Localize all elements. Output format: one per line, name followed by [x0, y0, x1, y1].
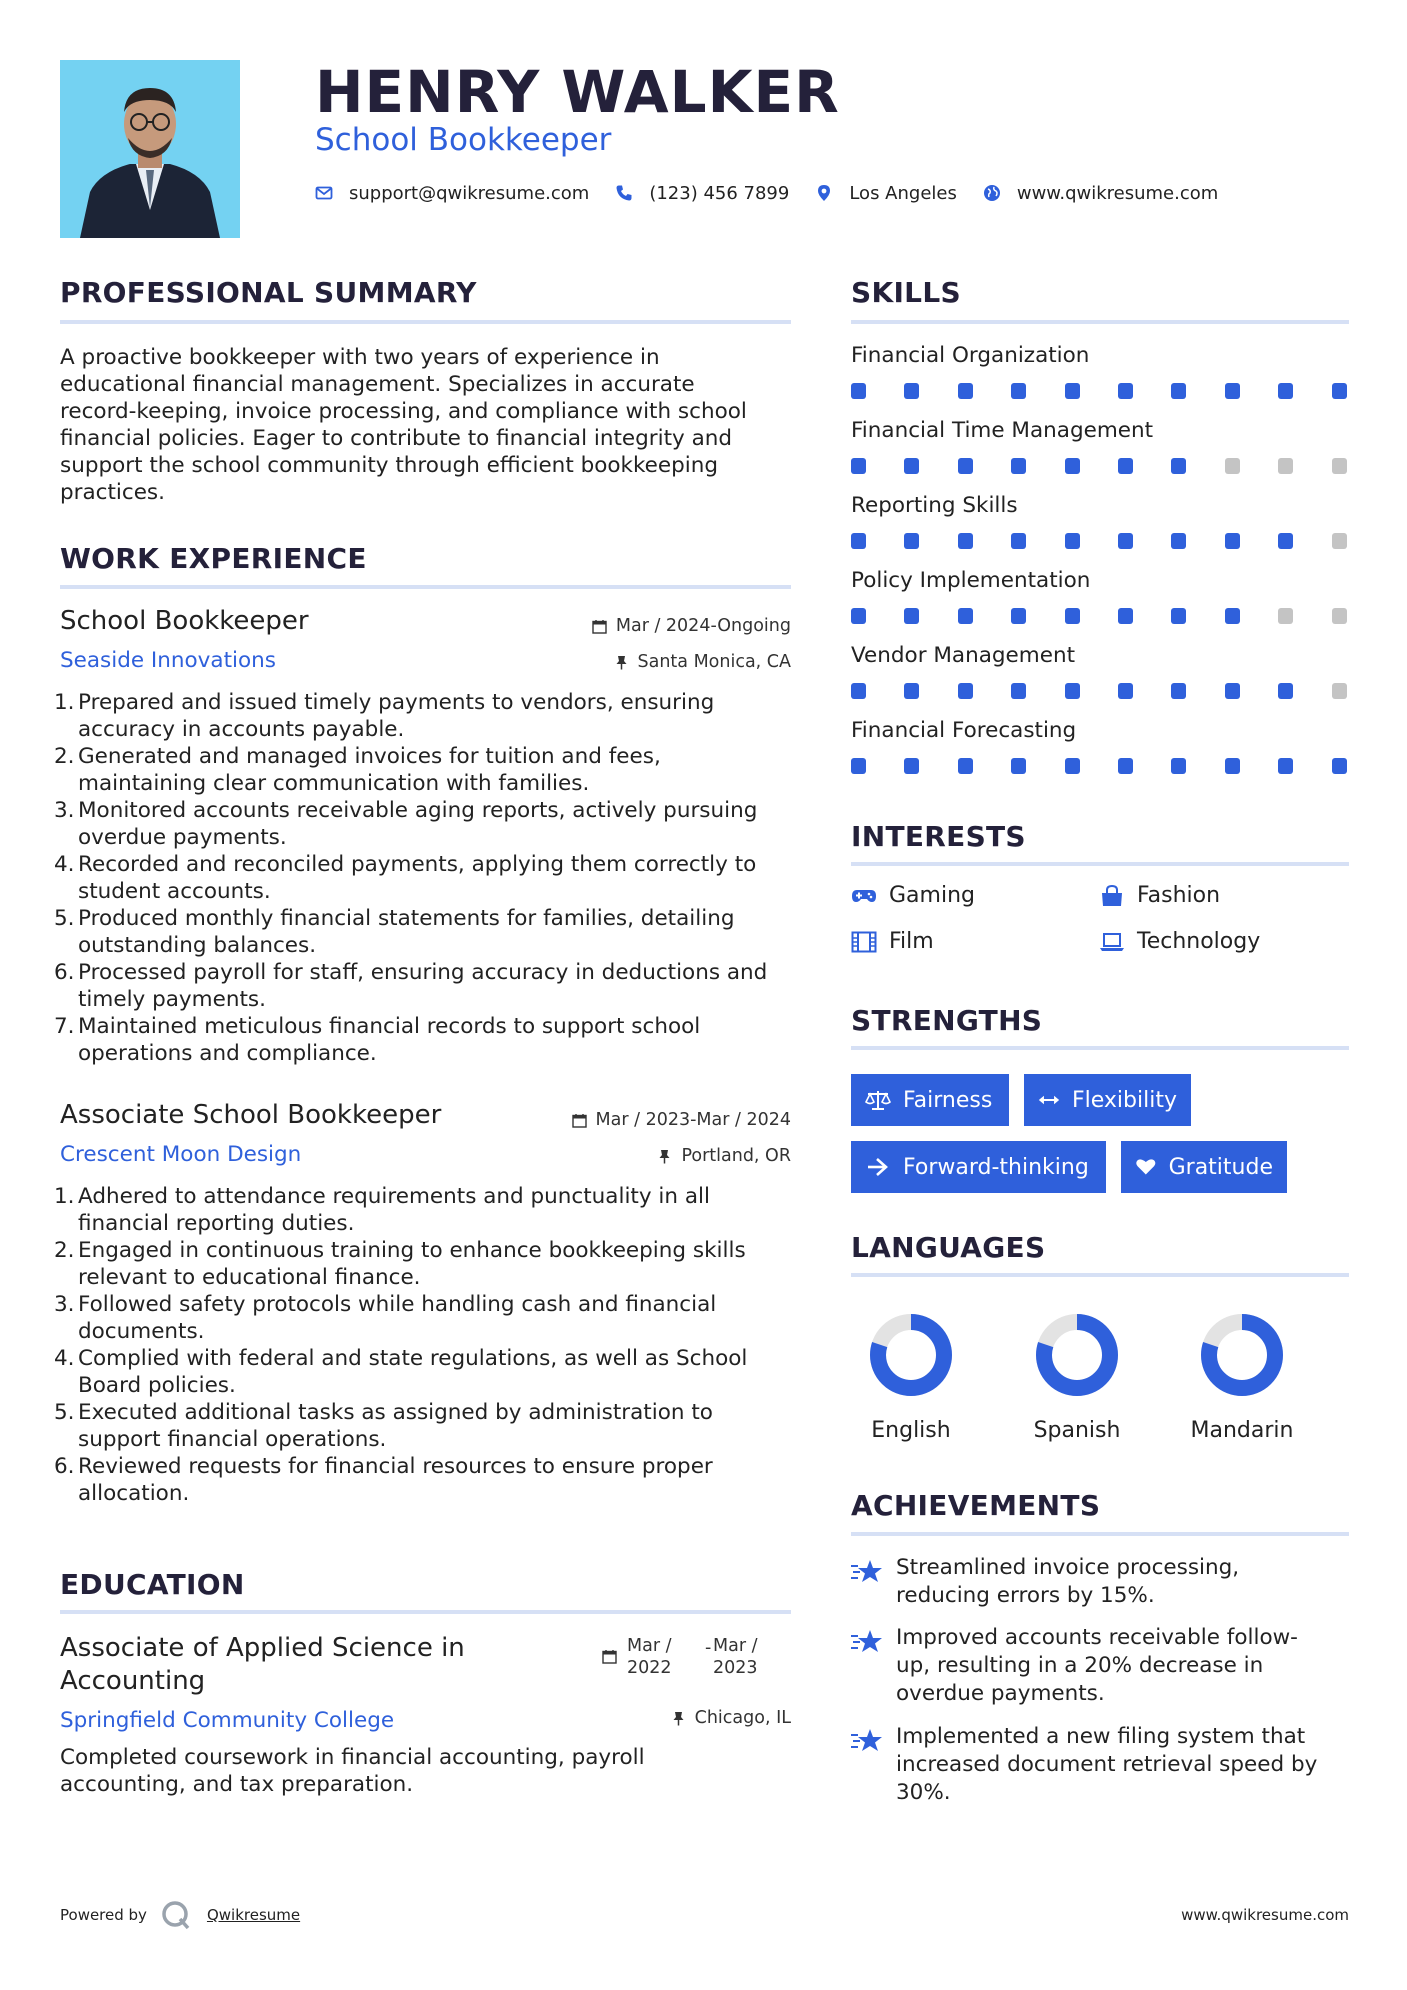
skill-dot-filled: [904, 758, 919, 774]
list-number: 6.: [54, 960, 75, 985]
skill-dot-filled: [958, 383, 973, 399]
list-line: Adhered to attendance requirements and punctuality in all: [78, 1184, 710, 1209]
interest-label: Technology: [1137, 929, 1261, 954]
strength-label: Flexibility: [1072, 1087, 1177, 1113]
education-location: [671, 1708, 791, 1728]
skill-dot-filled: [1332, 383, 1347, 399]
list-line: Maintained meticulous financial records to support school: [78, 1014, 701, 1039]
skill-dot-filled: [1065, 758, 1080, 774]
skill-dot-filled: [1278, 533, 1293, 549]
arrow-right-icon: [865, 1156, 891, 1178]
skill-dot-filled: [851, 383, 866, 399]
skill-dot-filled: [958, 758, 973, 774]
section-rule: [60, 320, 791, 324]
list-line: overdue payments.: [78, 825, 287, 850]
language-donut: [1197, 1310, 1287, 1400]
skill-name: Reporting Skills: [851, 493, 1018, 518]
education-line: Completed coursework in financial accounting, payroll: [60, 1745, 645, 1770]
section-rule: [60, 1610, 791, 1614]
achievement-text: [896, 1723, 1356, 1807]
list-line: financial reporting duties.: [78, 1211, 355, 1236]
language-donut: [1032, 1310, 1122, 1400]
skill-dot-filled: [1118, 533, 1133, 549]
phone-icon: [615, 184, 633, 202]
date-part: 2023: [713, 1658, 758, 1678]
language-donut: [866, 1310, 956, 1400]
skill-dot-filled: [1171, 683, 1186, 699]
job-location: [614, 652, 792, 672]
skill-dot-filled: [904, 533, 919, 549]
thumbtack-icon: [657, 1149, 672, 1164]
list-item: [54, 797, 802, 851]
skill-dot-filled: [1011, 608, 1026, 624]
section-title-skills: SKILLS: [851, 276, 961, 309]
contact-email[interactable]: [315, 183, 589, 204]
list-number: 7.: [54, 1014, 75, 1039]
list-line: Prepared and issued timely payments to vendors, ensuring: [78, 690, 715, 715]
summary-line: practices.: [60, 480, 165, 505]
achievement-line: overdue payments.: [896, 1681, 1105, 1706]
skill-dot-filled: [1278, 758, 1293, 774]
list-line: Engaged in continuous training to enhance bookkeeping skills: [78, 1238, 746, 1263]
list-item: [54, 1183, 802, 1237]
film-icon: [851, 931, 877, 953]
skill-dot-filled: [958, 608, 973, 624]
list-item: [54, 851, 802, 905]
skill-dot-filled: [1118, 683, 1133, 699]
list-number: 1.: [54, 1184, 75, 1209]
star-icon: [851, 1727, 883, 1755]
skill-rating: [851, 608, 1351, 624]
section-title-strengths: STRENGTHS: [851, 1004, 1043, 1037]
summary-line: A proactive bookkeeper with two years of experience in: [60, 345, 660, 370]
skill-dot-empty: [1278, 458, 1293, 474]
skill-dot-filled: [1171, 458, 1186, 474]
section-rule: [851, 1532, 1349, 1536]
section-title-summary: PROFESSIONAL SUMMARY: [60, 276, 477, 309]
star-icon: [851, 1558, 883, 1586]
language-item: [841, 1310, 981, 1443]
strength-label: Forward-thinking: [903, 1154, 1089, 1180]
skill-dot-filled: [904, 458, 919, 474]
school-name: Springfield Community College: [60, 1708, 395, 1733]
section-rule: [851, 1273, 1349, 1277]
skill-dot-filled: [1065, 458, 1080, 474]
location-text: Los Angeles: [849, 182, 957, 204]
skill-dot-filled: [1118, 383, 1133, 399]
list-line: accuracy in accounts payable.: [78, 717, 405, 742]
contact-location: [815, 183, 957, 204]
job-location: [657, 1146, 791, 1166]
list-number: 2.: [54, 1238, 75, 1263]
achievement-line: reducing errors by 15%.: [896, 1583, 1155, 1608]
date-part: Mar /: [713, 1636, 758, 1656]
skill-rating: [851, 458, 1351, 474]
strength-label: Fairness: [903, 1087, 993, 1113]
summary-line: educational financial management. Specializes in accurate: [60, 372, 695, 397]
skill-rating: [851, 533, 1351, 549]
degree-line: Associate of Applied Science in: [60, 1633, 465, 1663]
achievement-line: Implemented a new filing system that: [896, 1724, 1306, 1749]
list-item: [54, 1237, 802, 1291]
globe-icon: [983, 184, 1001, 202]
section-rule: [851, 862, 1349, 866]
list-number: 5.: [54, 1400, 75, 1425]
candidate-name: HENRY WALKER: [315, 58, 840, 126]
skill-dot-filled: [958, 533, 973, 549]
strength-label: Gratitude: [1168, 1154, 1273, 1180]
skill-dot-filled: [1171, 608, 1186, 624]
job-bullets: [54, 1183, 802, 1507]
skill-dot-filled: [1011, 683, 1026, 699]
section-title-interests: INTERESTS: [851, 820, 1026, 853]
skill-dot-filled: [1065, 608, 1080, 624]
education-date-separator: -: [705, 1638, 712, 1658]
job-title: Associate School Bookkeeper: [60, 1100, 442, 1130]
skill-dot-filled: [851, 608, 866, 624]
education-description: [60, 1744, 800, 1798]
skill-dot-filled: [851, 458, 866, 474]
email-text: support@qwikresume.com: [349, 182, 590, 204]
list-line: Recorded and reconciled payments, applying them correctly to: [78, 852, 757, 877]
list-line: outstanding balances.: [78, 933, 317, 958]
skill-dot-filled: [958, 683, 973, 699]
language-name: Mandarin: [1190, 1418, 1294, 1443]
skill-rating: [851, 383, 1351, 399]
calendar-icon: [592, 619, 607, 634]
job-date: [592, 616, 791, 636]
degree-title: [60, 1632, 465, 1698]
skill-dot-filled: [1011, 533, 1026, 549]
list-line: Followed safety protocols while handling cash and financial: [78, 1292, 717, 1317]
summary-line: support the school community through efficient bookkeeping: [60, 453, 719, 478]
thumbtack-icon: [614, 655, 629, 670]
skill-dot-filled: [1065, 683, 1080, 699]
list-number: 6.: [54, 1454, 75, 1479]
list-item: [54, 1291, 802, 1345]
list-line: allocation.: [78, 1481, 190, 1506]
list-number: 2.: [54, 744, 75, 769]
calendar-icon: [572, 1113, 587, 1128]
summary-text: [60, 344, 796, 506]
skill-dot-filled: [1118, 458, 1133, 474]
language-name: English: [871, 1418, 951, 1443]
language-name: Spanish: [1033, 1418, 1121, 1443]
skill-dot-empty: [1332, 608, 1347, 624]
skill-dot-filled: [851, 533, 866, 549]
list-item: [54, 905, 802, 959]
list-line: maintaining clear communication with families.: [78, 771, 590, 796]
skill-dot-empty: [1225, 458, 1240, 474]
section-title-education: EDUCATION: [60, 1568, 245, 1601]
skill-name: Financial Time Management: [851, 418, 1154, 443]
skill-name: Financial Forecasting: [851, 718, 1077, 743]
list-line: operations and compliance.: [78, 1041, 377, 1066]
interest-item: [1099, 929, 1260, 954]
skill-dot-filled: [1065, 533, 1080, 549]
skill-dot-filled: [1225, 533, 1240, 549]
list-item: [54, 689, 802, 743]
location-pin-icon: [815, 184, 833, 202]
skill-dot-filled: [1278, 683, 1293, 699]
interest-label: Film: [889, 929, 934, 954]
strength-tag: [1121, 1141, 1287, 1193]
achievement-line: Improved accounts receivable follow-: [896, 1625, 1298, 1650]
education-date-end: [713, 1635, 758, 1679]
skill-dot-filled: [904, 608, 919, 624]
degree-line: Accounting: [60, 1666, 206, 1696]
skill-dot-filled: [1225, 383, 1240, 399]
list-line: timely payments.: [78, 987, 266, 1012]
gamepad-icon: [851, 885, 877, 907]
list-number: 3.: [54, 1292, 75, 1317]
section-title-work: WORK EXPERIENCE: [60, 542, 367, 575]
summary-line: record-keeping, invoice processing, and compliance with school: [60, 399, 747, 424]
job-bullets: [54, 689, 802, 1067]
laptop-icon: [1099, 931, 1125, 953]
skill-name: Policy Implementation: [851, 568, 1091, 593]
education-location-text: Chicago, IL: [694, 1708, 791, 1728]
person-photo-illustration: [60, 60, 240, 238]
list-line: Board policies.: [78, 1373, 236, 1398]
list-item: [54, 743, 802, 797]
heart-icon: [1135, 1156, 1157, 1178]
skill-dot-filled: [1011, 383, 1026, 399]
date-part: Mar /: [627, 1636, 672, 1656]
interest-item: [1099, 883, 1220, 908]
skill-dot-filled: [904, 683, 919, 699]
skill-dot-filled: [958, 458, 973, 474]
shopping-bag-icon: [1099, 885, 1125, 907]
list-item: [54, 1453, 802, 1507]
job-location-text: Portland, OR: [681, 1146, 791, 1166]
skill-dot-filled: [1171, 383, 1186, 399]
star-icon: [851, 1628, 883, 1656]
list-number: 4.: [54, 1346, 75, 1371]
website-text: www.qwikresume.com: [1016, 182, 1219, 204]
list-line: Executed additional tasks as assigned by administration to: [78, 1400, 713, 1425]
qwikresume-link[interactable]: Qwikresume: [206, 1906, 301, 1924]
list-line: documents.: [78, 1319, 205, 1344]
list-line: support financial operations.: [78, 1427, 387, 1452]
skill-dot-empty: [1332, 458, 1347, 474]
skill-dot-filled: [1011, 458, 1026, 474]
footer-website[interactable]: www.qwikresume.com: [1181, 1906, 1349, 1924]
achievement-text: [896, 1624, 1356, 1708]
candidate-role: School Bookkeeper: [315, 122, 612, 158]
skill-dot-empty: [1332, 683, 1347, 699]
achievement-line: 30%.: [896, 1780, 951, 1805]
list-number: 5.: [54, 906, 75, 931]
interest-item: [851, 929, 934, 954]
list-item: [54, 959, 802, 1013]
job-date: [572, 1110, 791, 1130]
list-number: 3.: [54, 798, 75, 823]
strength-tag: [851, 1141, 1106, 1193]
list-item: [54, 1399, 802, 1453]
education-line: accounting, and tax preparation.: [60, 1772, 414, 1797]
achievement-line: increased document retrieval speed by: [896, 1752, 1318, 1777]
list-line: student accounts.: [78, 879, 271, 904]
section-rule: [60, 585, 791, 589]
skill-dot-filled: [1332, 758, 1347, 774]
arrows-horizontal-icon: [1038, 1089, 1060, 1111]
skill-dot-filled: [1171, 533, 1186, 549]
profile-photo: [60, 60, 240, 238]
balance-scale-icon: [865, 1089, 891, 1111]
list-line: Processed payroll for staff, ensuring accuracy in deductions and: [78, 960, 768, 985]
calendar-icon: [602, 1649, 617, 1664]
language-item: [1172, 1310, 1312, 1443]
skill-dot-filled: [904, 383, 919, 399]
skill-dot-filled: [1225, 608, 1240, 624]
skill-dot-filled: [1118, 608, 1133, 624]
thumbtack-icon: [671, 1711, 686, 1726]
list-number: 4.: [54, 852, 75, 877]
list-line: Monitored accounts receivable aging reports, actively pursuing: [78, 798, 758, 823]
interest-item: [851, 883, 975, 908]
envelope-icon: [315, 184, 333, 202]
skill-dot-filled: [1278, 383, 1293, 399]
contact-website[interactable]: [983, 183, 1218, 204]
list-item: [54, 1345, 802, 1399]
list-line: Complied with federal and state regulations, as well as School: [78, 1346, 748, 1371]
skill-dot-filled: [1118, 758, 1133, 774]
achievement-line: up, resulting in a 20% decrease in: [896, 1653, 1264, 1678]
section-rule: [851, 320, 1349, 324]
skill-dot-filled: [851, 758, 866, 774]
achievement-line: Streamlined invoice processing,: [896, 1555, 1240, 1580]
summary-line: financial policies. Eager to contribute to financial integrity and: [60, 426, 733, 451]
list-line: Generated and managed invoices for tuition and fees,: [78, 744, 661, 769]
skill-dot-filled: [1011, 758, 1026, 774]
strength-tag: [851, 1074, 1009, 1126]
skill-dot-filled: [1171, 758, 1186, 774]
achievement-text: [896, 1554, 1356, 1610]
job-location-text: Santa Monica, CA: [637, 652, 791, 672]
interest-label: Fashion: [1137, 883, 1221, 908]
skill-name: Financial Organization: [851, 343, 1090, 368]
section-rule: [851, 1046, 1349, 1050]
list-item: [54, 1013, 802, 1067]
list-line: relevant to educational finance.: [78, 1265, 421, 1290]
skill-dot-filled: [1225, 758, 1240, 774]
section-title-achievements: ACHIEVEMENTS: [851, 1489, 1101, 1522]
date-part: 2022: [627, 1658, 672, 1678]
skill-rating: [851, 683, 1351, 699]
language-item: [1007, 1310, 1147, 1443]
list-line: Reviewed requests for financial resources to ensure proper: [78, 1454, 713, 1479]
skill-dot-empty: [1332, 533, 1347, 549]
list-line: Produced monthly financial statements for families, detailing: [78, 906, 735, 931]
contact-bar: [315, 180, 1244, 206]
job-date-text: Mar / 2023-Mar / 2024: [595, 1110, 791, 1130]
skill-dot-filled: [1065, 383, 1080, 399]
strength-tag: [1024, 1074, 1191, 1126]
section-title-languages: LANGUAGES: [851, 1231, 1046, 1264]
skill-name: Vendor Management: [851, 643, 1075, 668]
skill-dot-filled: [1225, 683, 1240, 699]
list-number: 1.: [54, 690, 75, 715]
footer-powered-by: [60, 1900, 300, 1930]
interest-label: Gaming: [889, 883, 975, 908]
skill-rating: [851, 758, 1351, 774]
company-name: Seaside Innovations: [60, 648, 276, 673]
qwikresume-logo-icon: [161, 1900, 191, 1930]
skill-dot-filled: [851, 683, 866, 699]
job-date-text: Mar / 2024-Ongoing: [615, 616, 791, 636]
phone-text: (123) 456 7899: [649, 182, 790, 204]
contact-phone[interactable]: [615, 183, 789, 204]
powered-by-text: Powered by: [60, 1906, 147, 1924]
company-name: Crescent Moon Design: [60, 1142, 302, 1167]
skill-dot-empty: [1278, 608, 1293, 624]
job-title: School Bookkeeper: [60, 606, 309, 636]
education-date-start: [627, 1635, 672, 1679]
